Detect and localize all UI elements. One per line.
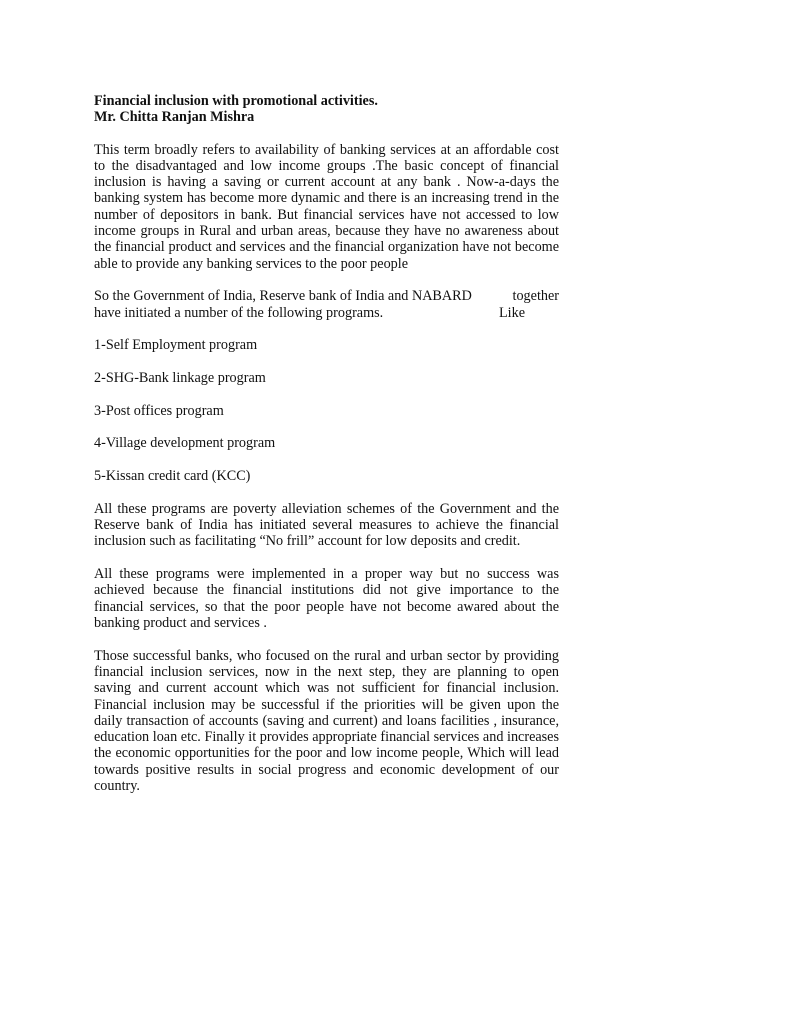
program-list-item: 4-Village development program [94,435,276,452]
program-list-item: 3-Post offices program [94,402,224,419]
paragraph-government [94,288,559,321]
title-block [94,93,559,126]
paragraph-government-line2-right: Like [499,304,525,321]
paragraph-government-line1 [94,288,559,304]
document-page [94,93,559,811]
paragraph-successful-banks: Those successful banks, who focused on the rural and urban sector by providing financial inclusion services, now in the next step, they are planning to open saving and current account which was not sufficient for financial inclusion. Financial inclusion may be successful if the priorities will be given upon the daily transaction of accounts (saving and current) and loans facilities , insurance, education loan etc. Finally it provides appropriate financial services and increases the economic opportunities for the poor and low income people, Which will lead towards positive results in social progress and economic development of our country. [94,647,559,795]
paragraph-implementation: All these programs were implemented in a proper way but no success was achieved because the financial institutions did not give importance to the financial services, so that the poor people have not become awared about the banking product and services . [94,566,559,631]
program-list-item: 2-SHG-Bank linkage program [94,370,266,387]
program-list-item: 1-Self Employment program [94,337,258,354]
paragraph-government-line2-left: have initiated a number of the following programs. [94,304,384,321]
paragraph-government-line1-left: So the Government of India, Reserve bank of India and NABARD [94,288,472,305]
paragraph-government-line1-right: together [512,288,559,305]
paragraph-intro: This term broadly refers to availability of banking services at an affordable cost to the disadvantaged and low income groups .The basic concept of financial inclusion is having a saving or current account at any bank . Now-a-days the banking system has become more dynamic and there is an increasing trend in the number of depositors in bank. But financial services have not accessed to low income groups in Rural and urban areas, because they have no awareness about the financial product and services and the financial organization have not become able to provide any banking services to the poor people [94,141,559,272]
document-author: Mr. Chitta Ranjan Mishra [94,109,255,126]
paragraph-government-line2 [94,305,559,321]
paragraph-poverty-schemes: All these programs are poverty alleviation schemes of the Government and the Reserve bank of India has initiated several measures to achieve the financial inclusion such as facilitating “No frill” account for low deposits and credit. [94,500,559,550]
program-list-item: 5-Kissan credit card (KCC) [94,468,251,485]
document-title: Financial inclusion with promotional activities. [94,93,378,109]
